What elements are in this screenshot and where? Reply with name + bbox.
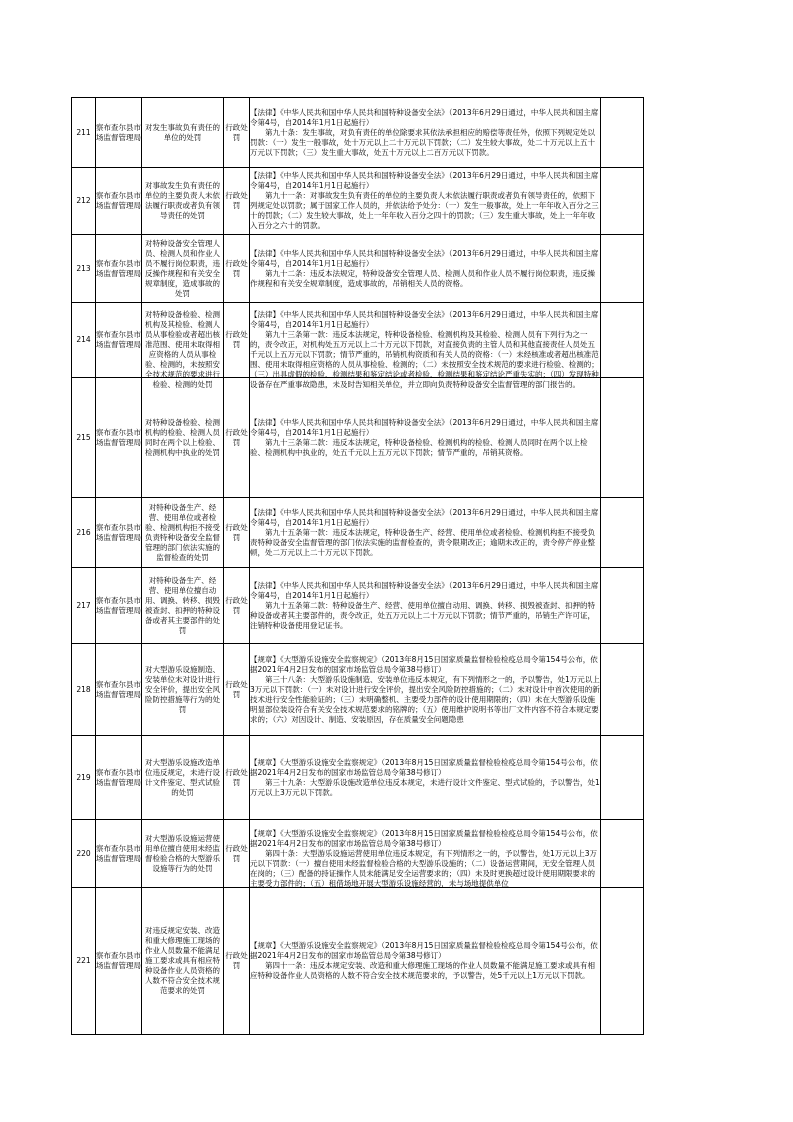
legal-basis-text: 【规章】《大型游乐设施安全监察规定》（2013年8月15日国家质量监督检验检疫总局令第154号公布，依据2021年4月2日发布的国家市场监管总局令第38号修订） 第三十九条：大型游乐设施改造单位违反本规定，未进行设计文件鉴定、型式试验的，予以警告，处1万元以上3万元以下罚款。 — [250, 757, 600, 797]
agency-cell — [96, 303, 142, 378]
remarks-cell — [601, 303, 644, 378]
remarks-cell — [601, 378, 644, 498]
penalty-table-body — [72, 98, 644, 1035]
agency-text: 察布查尔县市场监督管理局 — [96, 191, 141, 210]
action-type-text: 行政处罚 — [225, 522, 248, 542]
penalty-item-cell — [142, 736, 224, 820]
action-type-cell — [224, 888, 250, 1035]
legal-basis-text: 【法律】《中华人民共和国中华人民共和国特种设备安全法》（2013年6月29日通过，中华人民共和国主席令第4号，自2014年1月1日起施行） 第九十一条：对事故发生负有责任的单位的主要负责人未依法履行职责或者负有领导责任的，依照下列规定处以罚款；属于国家工作人员的，并依法给予处分：（一）发生一般事故，处上一年年收入百分之三十的罚款；（二）发生较大事故，处上一年年收入百分之四十的罚款；（三）发生重大事故，处上一年年收入百分之六十的罚款。 — [250, 171, 599, 230]
agency-text: 察布查尔县市场监督管理局 — [96, 595, 141, 615]
penalty-item-text: 对大型游乐设施运营使用单位擅自使用未经监督检验合格的大型游乐设施等行为的处罚 — [145, 833, 220, 873]
penalty-item-cell — [142, 644, 224, 736]
row-number-cell — [72, 98, 96, 168]
row-number-cell — [72, 736, 96, 820]
row-number-text: 214 — [76, 335, 91, 344]
penalty-item-cell — [142, 303, 224, 389]
legal-basis-text: 【规章】《大型游乐设施安全监察规定》（2013年8月15日国家质量监督检验检疫总局令第154号公布，依据2021年4月2日发布的国家市场监管总局令第38号修订） 第四十一条：违反本规定安装、改造和重大修理施工现场的作业人员数量不能满足施工要求或具有相应特种设备作业人员资格的人数不符合安全技术规范要求的，予以警告，处5千元以上1万元以下罚款。 — [250, 941, 598, 980]
penalty-item-cell — [142, 888, 224, 1035]
penalty-item-cell — [142, 498, 224, 568]
row-number-text: 220 — [76, 848, 91, 858]
legal-basis-cell — [250, 303, 601, 389]
legal-basis-text: 【规章】《大型游乐设施安全监察规定》（2013年8月15日国家质量监督检验检疫总局令第154号公布，依据2021年4月2日发布的国家市场监管总局令第38号修订） 第三十八条：大型游乐设施制造、安装单位违反本规定，有下列情形之一的，予以警告，处1万元以上3万元以下罚款：（一）未对设计进行安全评价，提出安全风险防控措施的；（二）未对设计中首次使用的新技术进行安全性能验证的；（三）未明确整机、主要受力部件的设计使用期限的；（四）未在大型游乐设施明显部位装设符合有关安全技术规范要求的铭牌的；（五）使用维护说明书等出厂文件内容不符合本规定要求的；（六）对因设计、制造、安装原因，存在质量安全问题隐患 — [250, 654, 600, 724]
legal-basis-text: 【法律】《中华人民共和国中华人民共和国特种设备安全法》（2013年6月29日通过，中华人民共和国主席令第4号，自2014年1月1日起施行） 第九十条：发生事故，对负有责任的单位除要求其依法承担相应的赔偿等责任外，依照下列规定处以罚款：（一）发生一般事故，处十万元以上二十万元以下罚款；（二）发生较大事故，处二十万元以上五十万元以下罚款；（三）发生重大事故，处五十万元以上二百万元以下罚款。 — [250, 107, 599, 157]
penalty-item-cell — [142, 98, 224, 168]
row-number-text: 212 — [76, 196, 91, 205]
agency-cell — [96, 378, 142, 498]
action-type-cell — [224, 378, 250, 498]
remarks-cell — [601, 235, 644, 303]
penalty-item-cell — [142, 568, 224, 644]
table-row — [72, 888, 644, 1035]
legal-basis-cell — [250, 888, 601, 1035]
table-row — [72, 820, 644, 888]
action-type-text: 行政处罚 — [225, 843, 248, 863]
penalty-item-text: 对特种设备安全管理人员、检测人员和作业人员不履行岗位职责，违反操作规程和有关安全规章制度，造成事故的处罚 — [145, 238, 220, 298]
table-row — [72, 568, 644, 644]
action-type-cell — [224, 235, 250, 303]
agency-cell — [96, 498, 142, 568]
legal-basis-cell — [250, 98, 601, 168]
action-type-text: 行政处罚 — [225, 951, 248, 970]
action-type-text: 行政处罚 — [225, 330, 248, 349]
action-type-cell — [224, 736, 250, 820]
remarks-cell — [601, 168, 644, 235]
action-type-cell — [224, 303, 250, 378]
remarks-cell — [601, 498, 644, 568]
action-type-cell — [224, 498, 250, 568]
row-number-text: 219 — [76, 772, 91, 782]
row-number-text: 216 — [76, 527, 91, 537]
agency-cell — [96, 820, 142, 888]
agency-text: 察布查尔县市场监督管理局 — [96, 522, 141, 542]
agency-text: 察布查尔县市场监督管理局 — [96, 843, 141, 863]
row-number-text: 218 — [76, 684, 91, 694]
action-type-text: 行政处罚 — [225, 679, 248, 699]
agency-cell — [96, 644, 142, 736]
penalty-item-text: 对大型游乐设施制造、安装单位未对设计进行安全评价，提出安全风险防控措施等行为的处罚 — [145, 664, 220, 714]
legal-basis-text: 【法律】《中华人民共和国中华人民共和国特种设备安全法》（2013年6月29日通过，中华人民共和国主席令第4号，自2014年1月1日起施行） 第九十五条第二款：特种设备生产、经营、使用单位擅自动用、调换、转移、损毁被查封、扣押的特种设备或者其主要部件的，责令改正，处五万元以上二十万元以下罚款；情节严重的，吊销生产许可证，注销特种设备使用登记证书。 — [250, 580, 599, 630]
legal-basis-cell — [250, 568, 601, 644]
row-number-cell — [72, 168, 96, 235]
remarks-cell — [601, 644, 644, 736]
row-number-cell — [72, 568, 96, 644]
action-type-text: 行政处罚 — [225, 122, 248, 142]
row-number-cell — [72, 378, 96, 498]
penalty-item-cell — [142, 820, 224, 888]
row-number-text: 221 — [76, 956, 91, 965]
row-number-cell — [72, 888, 96, 1035]
legal-basis-text: 【法律】《中华人民共和国中华人民共和国特种设备安全法》（2013年6月29日通过，中华人民共和国主席令第4号，自2014年1月1日起施行） 第九十二条：违反本法规定，特种设备安全管理人员、检测人员和作业人员不履行岗位职责，违反操作规程和有关安全规章制度，造成事故的，吊销相关人员的资格。 — [250, 248, 599, 288]
legal-basis-cell — [250, 820, 601, 888]
agency-cell — [96, 235, 142, 303]
legal-basis-text: 【规章】《大型游乐设施安全监察规定》（2013年8月15日国家质量监督检验检疫总局令第154号公布，依据2021年4月2日发布的国家市场监管总局令第38号修订） 第四十条：大型游乐设施运营使用单位违反本规定，有下列情形之一的，予以警告，处1万元以上3万元以下罚款：（一）擅自使用未经监督检验合格的大型游乐设施的；（二）设备运营期间，无安全管理人员在岗的；（三）配备的持证操作人员未能满足安全运营要求的；（四）未及时更换超过设计使用期限要求的主要受力部件的；（五）租借场地开展大型游乐设施经营的，未与场地提供单位 — [250, 828, 598, 888]
action-type-text: 行政处罚 — [225, 427, 248, 447]
row-number-cell — [72, 303, 96, 378]
agency-cell — [96, 568, 142, 644]
remarks-cell — [601, 736, 644, 820]
table-row — [72, 168, 644, 235]
action-type-text: 行政处罚 — [225, 258, 248, 278]
action-type-cell — [224, 98, 250, 168]
row-number-cell — [72, 820, 96, 888]
penalty-item-text: 对违反规定安装、改造和重大修理施工现场的作业人员数量不能满足施工要求或具有相应特种设备作业人员资格的人数不符合安全技术规范要求的处罚 — [145, 926, 220, 995]
penalty-item-text: 对特种设备检验、检测机构的检验、检测人员同时在两个以上检验、检测机构中执业的处罚 — [145, 417, 220, 457]
table-row — [72, 644, 644, 736]
row-number-cell — [72, 235, 96, 303]
legal-basis-cell — [250, 498, 601, 568]
table-row — [72, 98, 644, 168]
agency-cell — [96, 736, 142, 820]
action-type-cell — [224, 168, 250, 235]
action-type-cell — [224, 568, 250, 644]
penalty-item-text: 对特种设备生产、经营、使用单位或者检验、检测机构拒不接受负责特种设备安全监督管理的部门依法实施的监督检查的处罚 — [145, 502, 220, 562]
table-row — [72, 378, 644, 498]
row-number-text: 217 — [76, 600, 91, 610]
action-type-text: 行政处罚 — [225, 767, 248, 787]
table-row — [72, 303, 644, 378]
remarks-cell — [601, 98, 644, 168]
row-number-cell — [72, 498, 96, 568]
agency-text: 察布查尔县市场监督管理局 — [96, 122, 141, 142]
legal-basis-cell — [250, 736, 601, 820]
remarks-cell — [601, 820, 644, 888]
action-type-text: 行政处罚 — [225, 595, 248, 615]
action-type-cell — [224, 644, 250, 736]
agency-text: 察布查尔县市场监督管理局 — [96, 767, 141, 787]
legal-basis-text: 【法律】《中华人民共和国中华人民共和国特种设备安全法》（2013年6月29日通过，中华人民共和国主席令第4号，自2014年1月1日起施行） 第九十五条第一款：违反本法规定，特种设备生产、经营、使用单位或者检验、检测机构拒不接受负责特种设备安全监督管理的部门依法实施的监督检查的，责令限期改正；逾期未改正的，责令停产停业整顿，处二万元以上二十万元以下罚款。 — [250, 507, 599, 557]
agency-cell — [96, 168, 142, 235]
penalty-item-cell — [142, 168, 224, 235]
agency-text: 察布查尔县市场监督管理局 — [96, 330, 141, 349]
table-row — [72, 235, 644, 303]
row-number-text: 213 — [76, 263, 91, 273]
penalty-item-text: 对大型游乐设施改造单位违反规定，未进行设计文件鉴定、型式试验的处罚 — [145, 757, 220, 797]
agency-text: 察布查尔县市场监督管理局 — [96, 951, 141, 970]
penalty-item-cell — [142, 235, 224, 303]
legal-basis-text: 【法律】《中华人民共和国中华人民共和国特种设备安全法》（2013年6月29日通过，中华人民共和国主席令第4号，自2014年1月1日起施行） 第九十三条第二款：违反本法规定，特种设备检验、检测机构的检验、检测人员同时在两个以上检验、检测机构中执业的，处五千元以上五万元以下罚款；情节严重的，吊销其资格。 — [250, 417, 599, 457]
legal-basis-cell — [250, 168, 601, 235]
remarks-cell — [601, 888, 644, 1035]
penalty-item-text: 对特种设备生产、经营、使用单位擅自动用、调换、转移、损毁被查封、扣押的特种设备或者其主要部件的处罚 — [145, 575, 220, 635]
legal-basis-cell — [250, 644, 601, 736]
penalty-item-text: 对特种设备检验、检测机构及其检验、检测人员从事检验或者超出核准范围、使用未取得相应资格的人员从事检验、检测的，未按照安全技术规范的要求进行检验、检测的处罚 — [145, 310, 220, 389]
legal-basis-cell — [250, 378, 601, 498]
table-row — [72, 736, 644, 820]
action-type-cell — [224, 820, 250, 888]
agency-text: 察布查尔县市场监督管理局 — [96, 679, 141, 699]
remarks-cell — [601, 568, 644, 644]
penalty-table — [71, 97, 644, 1035]
row-number-text: 211 — [76, 127, 91, 137]
row-number-cell — [72, 644, 96, 736]
penalty-item-text: 对发生事故负有责任的单位的处罚 — [145, 122, 220, 142]
action-type-text: 行政处罚 — [225, 191, 248, 210]
agency-cell — [96, 98, 142, 168]
legal-basis-text: 【法律】《中华人民共和国中华人民共和国特种设备安全法》（2013年6月29日通过，中华人民共和国主席令第4号，自2014年1月1日起施行） 第九十三条第一款：违反本法规定，特种设备检验、检测机构及其检验、检测人员有下列行为之一的，责令改正，对机构处五万元以上二十万元以下罚款，对直接负责的主管人员和其他直接责任人员处五千元以上五万元以下罚款；情节严重的，吊销机构资质和有关人员的资格：（一）未经核准或者超出核准范围、使用未取得相应资格的人员从事检验、检测的；（二）未按照安全技术规范的要求进行检验、检测的；（三）出具虚假的检验、检测结果和鉴定结论或者检验、检测结果和鉴定结论严重失实的；（四）发现特种设备存在严重事故隐患，未及时告知相关单位，并立即向负责特种设备安全监督管理的部门报告的。 — [250, 310, 599, 389]
agency-cell — [96, 888, 142, 1035]
penalty-item-cell — [142, 378, 224, 498]
agency-text: 察布查尔县市场监督管理局 — [96, 427, 141, 447]
row-number-text: 215 — [76, 432, 91, 442]
table-row — [72, 498, 644, 568]
legal-basis-cell — [250, 235, 601, 303]
agency-text: 察布查尔县市场监督管理局 — [96, 258, 141, 278]
penalty-item-text: 对事故发生负有责任的单位的主要负责人未依法履行职责或者负有领导责任的处罚 — [145, 181, 220, 220]
